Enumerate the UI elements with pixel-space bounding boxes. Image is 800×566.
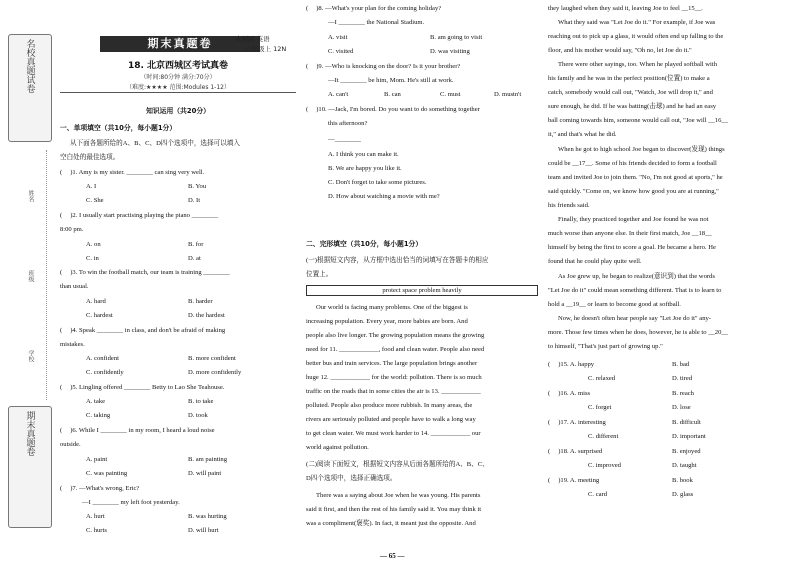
margin-logo-top: 名校真题试卷	[8, 34, 52, 142]
question-5: ( )5. Lingling offered ________ Betty to Lao She Teahouse.	[60, 384, 225, 391]
passage1-line: rivers are seriously polluted and people have to walk a long way	[306, 416, 476, 423]
q5-option-a[interactable]: A. take	[86, 398, 106, 405]
q7-option-c[interactable]: C. hurts	[86, 527, 107, 534]
q6-option-a[interactable]: A. paint	[86, 456, 108, 463]
q2-option-b[interactable]: B. for	[188, 241, 204, 248]
q7-option-a[interactable]: A. hurt	[86, 513, 105, 520]
q2-option-a[interactable]: A. on	[86, 241, 101, 248]
question-3-cont: than usual.	[60, 283, 89, 290]
q2-option-c[interactable]: C. in	[86, 255, 99, 262]
q19-option-d[interactable]: D. glass	[672, 491, 694, 498]
q9-option-c[interactable]: C. must	[440, 91, 461, 98]
meta-level: （难度:★★★★ 范围:Modules 1-12）	[126, 84, 230, 91]
passage2-line: team and invited Joe to join them. "No, I'm not good at sports," he	[548, 174, 723, 181]
passage2-line: they laughed when they said it, leaving Joe to feel __15__.	[548, 5, 703, 12]
q17-option-c[interactable]: C. different	[588, 433, 619, 440]
passage1-line: traffic on the roads that in some cities the air is 13. ____________	[306, 388, 481, 395]
column-left	[60, 0, 296, 566]
q5-option-b[interactable]: B. to take	[188, 398, 214, 405]
q18-option-d[interactable]: D. taught	[672, 462, 697, 469]
passage1-line: increasing population. Every year, more babies are born. And	[306, 318, 468, 325]
q8-option-b[interactable]: B. am going to visit	[430, 34, 483, 41]
q9-option-a[interactable]: A. can't	[328, 91, 349, 98]
cut-line	[46, 150, 47, 400]
passage2-line: more. Those few times when he does, however, he is able to __20__	[548, 329, 728, 336]
q9-option-b[interactable]: B. can	[384, 91, 401, 98]
q6-option-c[interactable]: C. was painting	[86, 470, 128, 477]
question-10-dash: —________	[328, 136, 361, 143]
q3-option-c[interactable]: C. hardest	[86, 312, 113, 319]
question-16: ( )16. A. miss	[548, 390, 591, 397]
q3-option-a[interactable]: A. hard	[86, 298, 106, 305]
q4-option-a[interactable]: A. confident	[86, 355, 119, 362]
q3-option-d[interactable]: D. the hardest	[188, 312, 225, 319]
q4-option-d[interactable]: D. more confidently	[188, 369, 242, 376]
cloze-sub1: (一)根据短文内容，从方框中选出恰当的词填写在答题卡的相应	[306, 257, 489, 264]
passage1-line: people also live longer. The growing population means the growing	[306, 332, 485, 339]
q10-option-a[interactable]: A. I think you can make it.	[328, 151, 399, 158]
question-19: ( )19. A. meeting	[548, 477, 600, 484]
question-7-cont: —I ________ my left foot yesterday.	[82, 499, 180, 506]
q10-option-c[interactable]: C. Don't forget to take some pictures.	[328, 179, 427, 186]
part1-instruction: 从下面各题所给的A、B、C、D四个选项中，选择可以填入	[70, 140, 240, 147]
passage2-line: himself by being the first to score a goal. He became a hero. He	[548, 244, 716, 251]
question-4-cont: mistakes.	[60, 341, 85, 348]
q16-option-c[interactable]: C. forget	[588, 404, 612, 411]
passage2-line: As Joe grew up, he began to realize(意识到) that the words	[558, 273, 715, 280]
passage2-line: hold a __19__ or learn to become good at softball.	[548, 301, 681, 308]
paper-title: 18. 北京西城区考试真卷	[127, 61, 229, 71]
q3-option-b[interactable]: B. harder	[188, 298, 213, 305]
cloze-sub1-cont: 位置上。	[306, 271, 333, 278]
question-9-cont: —It ________ be him, Mom. He's still at work.	[328, 77, 454, 84]
cloze-sub2-cont: D四个选项中，选择正确选项。	[306, 475, 397, 482]
q2-option-d[interactable]: D. at	[188, 255, 201, 262]
margin-logo-bottom: 期末真题卷	[8, 406, 52, 528]
passage1-line: huge 12. ____________ for the world: pollution. There is so much	[306, 374, 482, 381]
cloze-title: 二、完形填空（共10分，每小题1分）	[306, 240, 423, 248]
q1-option-b[interactable]: B. You	[188, 183, 207, 190]
q16-option-b[interactable]: B. reach	[672, 390, 694, 397]
passage1-line: world against pollution.	[306, 444, 369, 451]
passage1-line: better bus and train services. The large population brings another	[306, 360, 478, 367]
passage2-line: it," and that's what he did.	[548, 131, 617, 138]
question-8: ( )8. —What's your plan for the coming holiday?	[306, 5, 442, 12]
q1-option-c[interactable]: C. She	[86, 197, 104, 204]
grade-tag: 八年级上 12N	[245, 45, 287, 53]
passage2-line: There was a saying about Joe when he was young. His parents	[316, 492, 481, 499]
question-8-cont: —I ________ the National Stadium.	[328, 19, 425, 26]
q15-option-d[interactable]: D. tired	[672, 375, 693, 382]
q5-option-c[interactable]: C. taking	[86, 412, 111, 419]
q7-option-d[interactable]: D. will hurt	[188, 527, 219, 534]
passage2-line: ball coming towards him, someone would call out, "Joe will __16__	[548, 117, 728, 124]
passage2-line: reaching out to pick up a glass, it would often end up falling to the	[548, 33, 724, 40]
q9-option-d[interactable]: D. mustn't	[494, 91, 522, 98]
title-divider	[60, 92, 296, 93]
q10-option-b[interactable]: B. We are happy you like it.	[328, 165, 402, 172]
question-15: ( )15. A. happy	[548, 361, 595, 368]
q8-option-a[interactable]: A. visit	[328, 34, 348, 41]
passage2-line: catch, somebody would call out, "Watch, Joe will drop it," and	[548, 89, 713, 96]
question-7: ( )7. —What's wrong, Eric?	[60, 485, 140, 492]
q4-option-b[interactable]: B. more confident	[188, 355, 236, 362]
passage2-line: Finally, they practiced together and Joe found he was not	[558, 216, 709, 223]
q10-option-d[interactable]: D. How about watching a movie with me?	[328, 193, 440, 200]
margin-field-name: 姓名	[27, 190, 34, 202]
part1-instruction-cont: 空白处的最佳选项。	[60, 154, 120, 161]
passage2-line: said quickly. "Come on, we know how good you are at running,"	[548, 188, 719, 195]
q15-option-b[interactable]: B. bad	[672, 361, 690, 368]
q19-option-b[interactable]: B. book	[672, 477, 693, 484]
exam-banner: 期末真题卷	[100, 36, 260, 52]
question-6-cont: outside.	[60, 441, 81, 448]
passage2-line: was a compliment(褒奖). In fact, it meant just the opposite. And	[306, 520, 476, 527]
column-middle	[306, 0, 538, 566]
q6-option-d[interactable]: D. will paint	[188, 470, 222, 477]
question-10-cont: this afternoon?	[328, 120, 368, 127]
passage2-line: "Let Joe do it" could mean something different. That is to learn to	[548, 287, 722, 294]
cloze-sub2: (二)阅读下面短文，根据短文内容从后面各题所给的A、B、C、	[306, 461, 489, 468]
passage2-line: What they said was "Let Joe do it." For example, if Joe was	[558, 19, 716, 26]
question-10: ( )10. —Jack, I'm bored. Do you want to do something together	[306, 106, 480, 113]
q6-option-b[interactable]: B. am painting	[188, 456, 228, 463]
q18-option-c[interactable]: C. improved	[588, 462, 621, 469]
q4-option-c[interactable]: C. confidently	[86, 369, 124, 376]
passage2-line: floor, and his mother would say, "Oh no, let Joe do it."	[548, 47, 692, 54]
passage2-line: Now, he doesn't often hear people say "Let Joe do it" any-	[558, 315, 711, 322]
passage2-line: his family and he was in the perfect position(位置) to make a	[548, 75, 710, 82]
page-number: — 65 —	[380, 552, 405, 560]
q8-option-d[interactable]: D. was visiting	[430, 48, 470, 55]
q1-option-d[interactable]: D. It	[188, 197, 201, 204]
column-right	[548, 0, 784, 566]
question-1: ( )1. Amy is my sister. ________ can sing very well.	[60, 169, 205, 176]
question-17: ( )17. A. interesting	[548, 419, 606, 426]
passage1-line: need for 11. ____________, food and clean water. People also need	[306, 346, 485, 353]
margin-field-class: 班级	[27, 270, 34, 282]
passage2-line: much worse than anyone else. In their first match, Joe __18__	[548, 230, 712, 237]
q1-option-a[interactable]: A. I	[86, 183, 97, 190]
q8-option-c[interactable]: C. visited	[328, 48, 354, 55]
subject-tag: 真题圈 英语	[235, 35, 270, 43]
passage2-line: could be __17__. Some of his friends decided to form a football	[548, 160, 717, 167]
part1-title: 一、单项填空（共10分，每小题1分）	[60, 124, 177, 132]
q7-option-b[interactable]: B. was hurting	[188, 513, 227, 520]
passage2-line: There were other sayings, too. When he played softball with	[558, 61, 717, 68]
passage2-line: said it first, and then the rest of his family said it. You may think it	[306, 506, 482, 513]
question-6: ( )6. While I ________ in my room, I heard a loud noise	[60, 427, 215, 434]
q16-option-d[interactable]: D. lose	[672, 404, 691, 411]
question-18: ( )18. A. surprised	[548, 448, 603, 455]
passage1-line: Our world is facing many problems. One of the biggest is	[316, 304, 468, 311]
q19-option-c[interactable]: C. card	[588, 491, 608, 498]
passage2-line: his friends said.	[548, 202, 590, 209]
question-4: ( )4. Speak ________ in class, and don't be afraid of making	[60, 327, 226, 334]
q18-option-b[interactable]: B. enjoyed	[672, 448, 701, 455]
passage1-line: to get clean water. We must work harder to 14. ____________ our	[306, 430, 481, 437]
passage2-line: When he got to high school Joe began to discover(发现) things	[558, 146, 725, 153]
q5-option-d[interactable]: D. took	[188, 412, 208, 419]
question-2-cont: 8:00 pm.	[60, 226, 84, 233]
question-3: ( )3. To win the football match, our team is training ________	[60, 269, 230, 276]
passage2-line: found that he could play quite well.	[548, 258, 642, 265]
meta-time: （时间:80分钟 满分:70分）	[140, 74, 216, 81]
word-box: protect space problem heavily	[306, 285, 538, 296]
margin-field-school: 学校	[27, 350, 34, 362]
question-9: ( )9. —Who is knocking on the door? Is it your brother?	[306, 63, 461, 70]
q15-option-c[interactable]: C. relaxed	[588, 375, 616, 382]
passage2-line: sure enough, he did. If he was batting(击球) and he had an easy	[548, 103, 717, 110]
section-heading: 知识运用（共20分）	[146, 107, 210, 115]
question-2: ( )2. I usually start practising playing the piano ________	[60, 212, 218, 219]
passage2-line: to himself, "That's just part of growing up."	[548, 343, 663, 350]
q17-option-b[interactable]: B. difficult	[672, 419, 701, 426]
binding-margin	[0, 0, 58, 566]
q17-option-d[interactable]: D. important	[672, 433, 706, 440]
passage1-line: polluted. People also produce more rubbish. In many areas, the	[306, 402, 473, 409]
